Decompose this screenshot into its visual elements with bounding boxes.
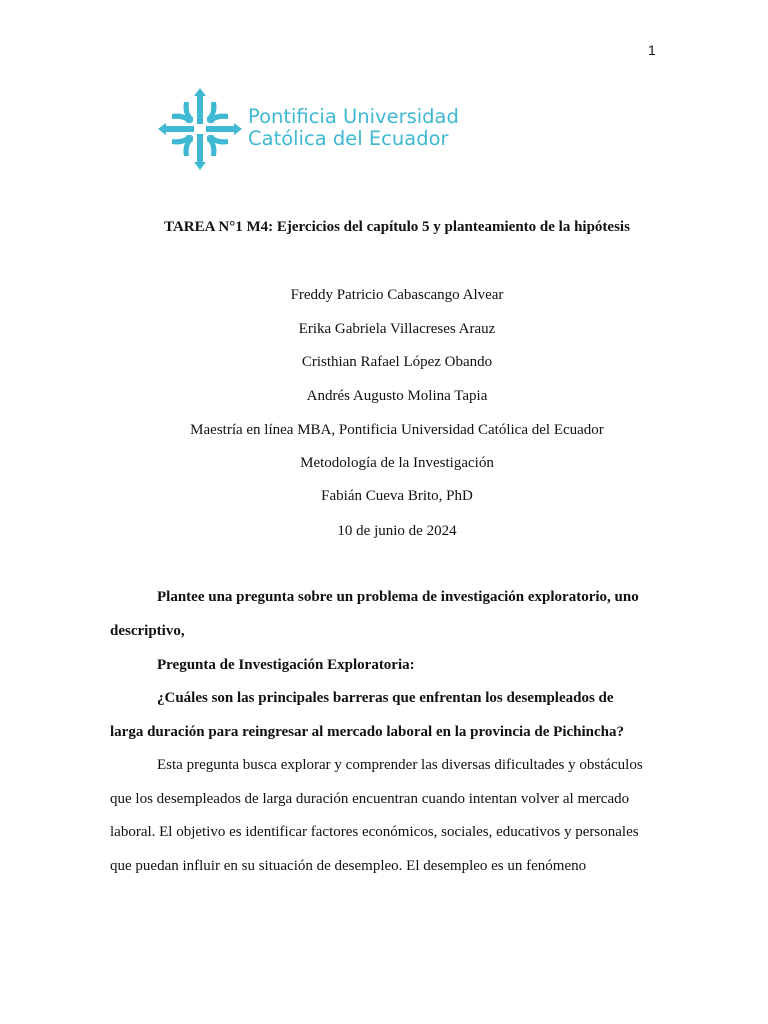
question-line-2: larga duración para reingresar al mercado laboral en la provincia de Pichincha? xyxy=(110,724,625,740)
prompt-line-2: descriptivo, xyxy=(110,623,185,639)
prompt-line-1: Plantee una pregunta sobre un problema de investigación exploratorio, uno xyxy=(157,589,639,605)
instructor: Fabián Cueva Brito, PhD xyxy=(321,488,473,504)
page-number: 1 xyxy=(648,42,656,58)
paragraph-line-4: que puedan influir en su situación de desempleo. El desempleo es un fenómeno xyxy=(110,858,587,874)
course-name: Metodología de la Investigación xyxy=(300,455,494,471)
section-heading: Pregunta de Investigación Exploratoria: xyxy=(157,657,415,673)
date: 10 de junio de 2024 xyxy=(337,523,457,539)
assignment-title xyxy=(0,219,768,236)
cross-emblem-icon xyxy=(156,86,244,172)
affiliation: Maestría en línea MBA, Pontificia Universidad Católica del Ecuador xyxy=(190,422,604,438)
author-2: Erika Gabriela Villacreses Arauz xyxy=(298,321,496,337)
author-4: Andrés Augusto Molina Tapia xyxy=(306,388,488,404)
author-1: Freddy Patricio Cabascango Alvear xyxy=(290,287,504,303)
question-line-1: ¿Cuáles son las principales barreras que enfrentan los desempleados de xyxy=(157,690,614,706)
logo-line-2: Católica del Ecuador xyxy=(248,127,449,150)
paragraph-line-2: que los desempleados de larga duración encuentran cuando intentan volver al mercado xyxy=(110,791,630,807)
title-label: TAREA N°1 M4: xyxy=(164,219,274,235)
paragraph-line-1: Esta pregunta busca explorar y comprender las diversas dificultades y obstáculos xyxy=(157,757,643,773)
university-logo xyxy=(156,86,459,172)
author-3: Cristhian Rafael López Obando xyxy=(301,354,493,370)
paragraph-line-3: laboral. El objetivo es identificar factores económicos, sociales, educativos y personales xyxy=(110,824,639,840)
logo-line-1: Pontificia Universidad xyxy=(248,105,459,128)
title-text: Ejercicios del capítulo 5 y planteamiento de la hipótesis xyxy=(273,219,630,235)
